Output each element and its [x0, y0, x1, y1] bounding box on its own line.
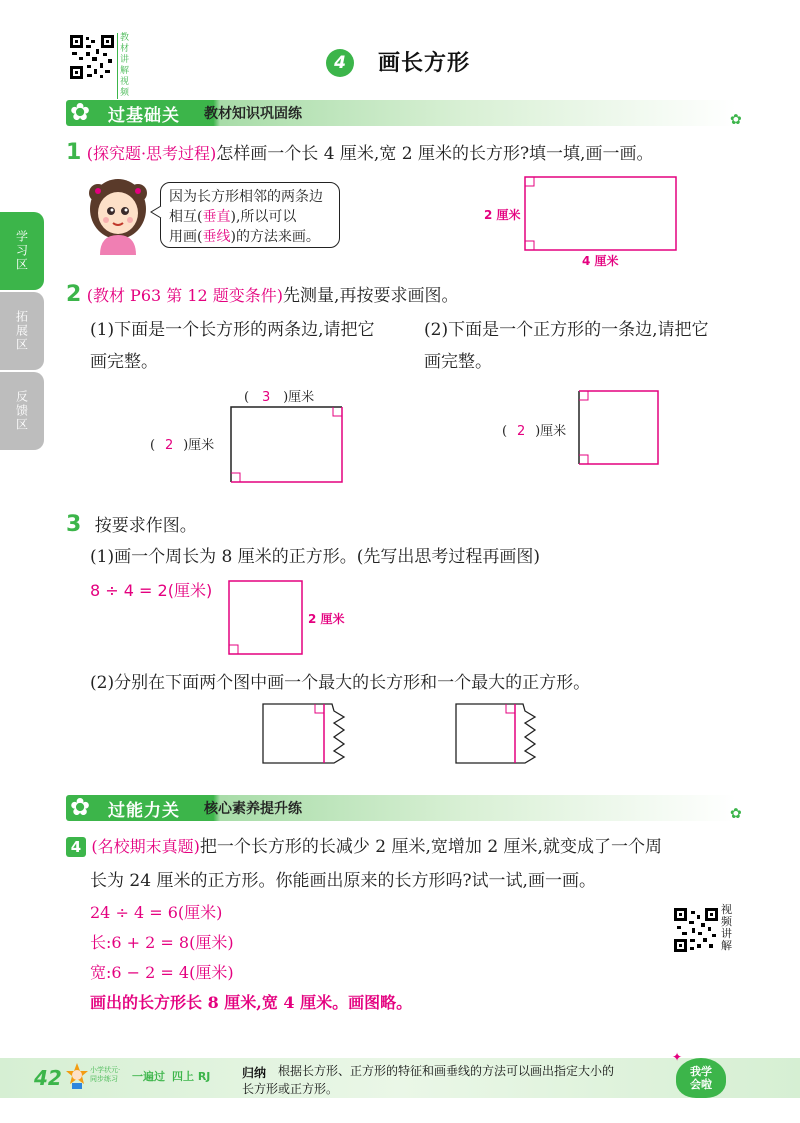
q2-top-answer: 3 [261, 390, 271, 405]
bubble-line-1: 因为长方形相邻的两条边 [169, 189, 323, 205]
q1-width-label: 2 厘米 [484, 208, 521, 222]
series-small-text: 小学状元· 同步练习 [90, 1066, 121, 1083]
flower-icon: ✿ [70, 793, 91, 821]
q3-side-label: 2 厘米 [308, 612, 345, 626]
learned-badge: 我学会啦 [676, 1058, 726, 1098]
question-text: 怎样画一个长 4 厘米,宽 2 厘米的长方形?填一填,画一画。 [216, 144, 654, 164]
q4-conclusion: 画出的长方形长 8 厘米,宽 4 厘米。画图略。 [90, 993, 413, 1012]
question-4-line2: 长为 24 厘米的正方形。你能画出原来的长方形吗?试一试,画一画。 [90, 871, 596, 891]
question-text: 先测量,再按要求画图。 [283, 286, 459, 306]
summary-text: 根据长方形、正方形的特征和画垂线的方法可以画出指定大小的 [278, 1064, 615, 1078]
q2-top-measure: ( 3 )厘米 [244, 390, 315, 405]
question-2 [66, 282, 458, 309]
page-number: 42 [34, 1066, 62, 1090]
q3-torn-paper-rectangle [262, 703, 346, 765]
speech-bubble-tail [150, 205, 162, 219]
speech-bubble [160, 182, 340, 248]
q1-length-label: 4 厘米 [582, 254, 619, 268]
q1-rectangle-figure [524, 176, 678, 252]
leaf-icon: ✿ [730, 112, 742, 128]
question-number: 3 [66, 512, 82, 537]
q2-square-measure: ( 2 )厘米 [502, 424, 567, 439]
section-banner-ability: ✿ 过能力关 核心素养提升练 [66, 795, 736, 821]
bubble-answer-perpendicular-line: 垂线 [202, 229, 231, 245]
question-number: 1 [66, 140, 82, 165]
question-tag: (探究题·思考过程) [86, 144, 217, 163]
section-number-badge [326, 49, 354, 77]
header-qr-code[interactable] [70, 35, 114, 79]
q2-left-measure: ( 2 )厘米 [150, 438, 215, 453]
series-name: 一遍过 [132, 1070, 165, 1083]
section-number: 4 [334, 53, 346, 73]
q3-square-figure [228, 580, 304, 656]
summary-label: 归纳 [242, 1066, 267, 1080]
section-banner-basic: ✿ 过基础关 教材知识巩固练 [66, 100, 736, 126]
flower-icon: ✿ [70, 98, 91, 126]
q4-calc-3: 宽:6 − 2 = 4(厘米) [90, 963, 234, 982]
q2-part2-text: (2)下面是一个正方形的一条边,请把它 画完整。 [424, 320, 709, 372]
question-text-line1: 把一个长方形的长减少 2 厘米,宽增加 2 厘米,就变成了一个周 [199, 837, 662, 857]
q3-torn-paper-square [455, 703, 539, 765]
header-qr-caption: 教材讲解视频 [117, 33, 132, 99]
side-tab-feedback[interactable]: 反馈区 [0, 372, 44, 450]
mascot-icon [66, 1063, 88, 1093]
q4-calc-1: 24 ÷ 4 = 6(厘米) [90, 903, 223, 922]
video-qr-caption: 视频讲解 [721, 903, 732, 952]
q2-square-answer: 2 [516, 424, 526, 439]
bubble-line-3: 用画(垂线)的方法来画。 [169, 229, 320, 245]
bubble-answer-perpendicular: 垂直 [202, 209, 231, 225]
q2-part1-text: (1)下面是一个长方形的两条边,请把它 画完整。 [90, 320, 375, 372]
q3-calc: 8 ÷ 4 = 2(厘米) [90, 581, 213, 600]
q3-part1-text: (1)画一个周长为 8 厘米的正方形。(先写出思考过程再画图) [90, 547, 540, 567]
question-tag: (名校期末真题) [91, 837, 200, 856]
q2-square-figure [578, 390, 660, 466]
question-number-badge: 4 [66, 837, 86, 857]
q4-answer-block [90, 898, 412, 1018]
question-1 [66, 140, 766, 167]
question-number: 2 [66, 282, 82, 307]
q2-left-answer: 2 [164, 438, 174, 453]
q2-rectangle-figure [230, 406, 344, 484]
grade-label: 四上 RJ [172, 1070, 211, 1083]
summary-text-line2: 长方形或正方形。 [242, 1082, 339, 1096]
side-tab-expand[interactable]: 拓展区 [0, 292, 44, 370]
question-4 [66, 834, 766, 860]
question-3 [66, 512, 197, 539]
question-tag: (教材 P63 第 12 题变条件) [86, 286, 284, 305]
q3-part2-text: (2)分别在下面两个图中画一个最大的长方形和一个最大的正方形。 [90, 673, 591, 693]
side-tab-study[interactable]: 学习区 [0, 212, 44, 290]
q4-calc-2: 长:6 + 2 = 8(厘米) [90, 933, 234, 952]
girl-illustration [86, 175, 150, 255]
bubble-line-2: 相互(垂直),所以可以 [169, 209, 297, 225]
leaf-icon: ✿ [730, 806, 742, 822]
video-qr-code[interactable] [674, 908, 718, 952]
page-title: 画长方形 [378, 51, 471, 76]
sparkle-icon: ✦ [672, 1050, 683, 1064]
question-text: 按要求作图。 [94, 516, 197, 536]
